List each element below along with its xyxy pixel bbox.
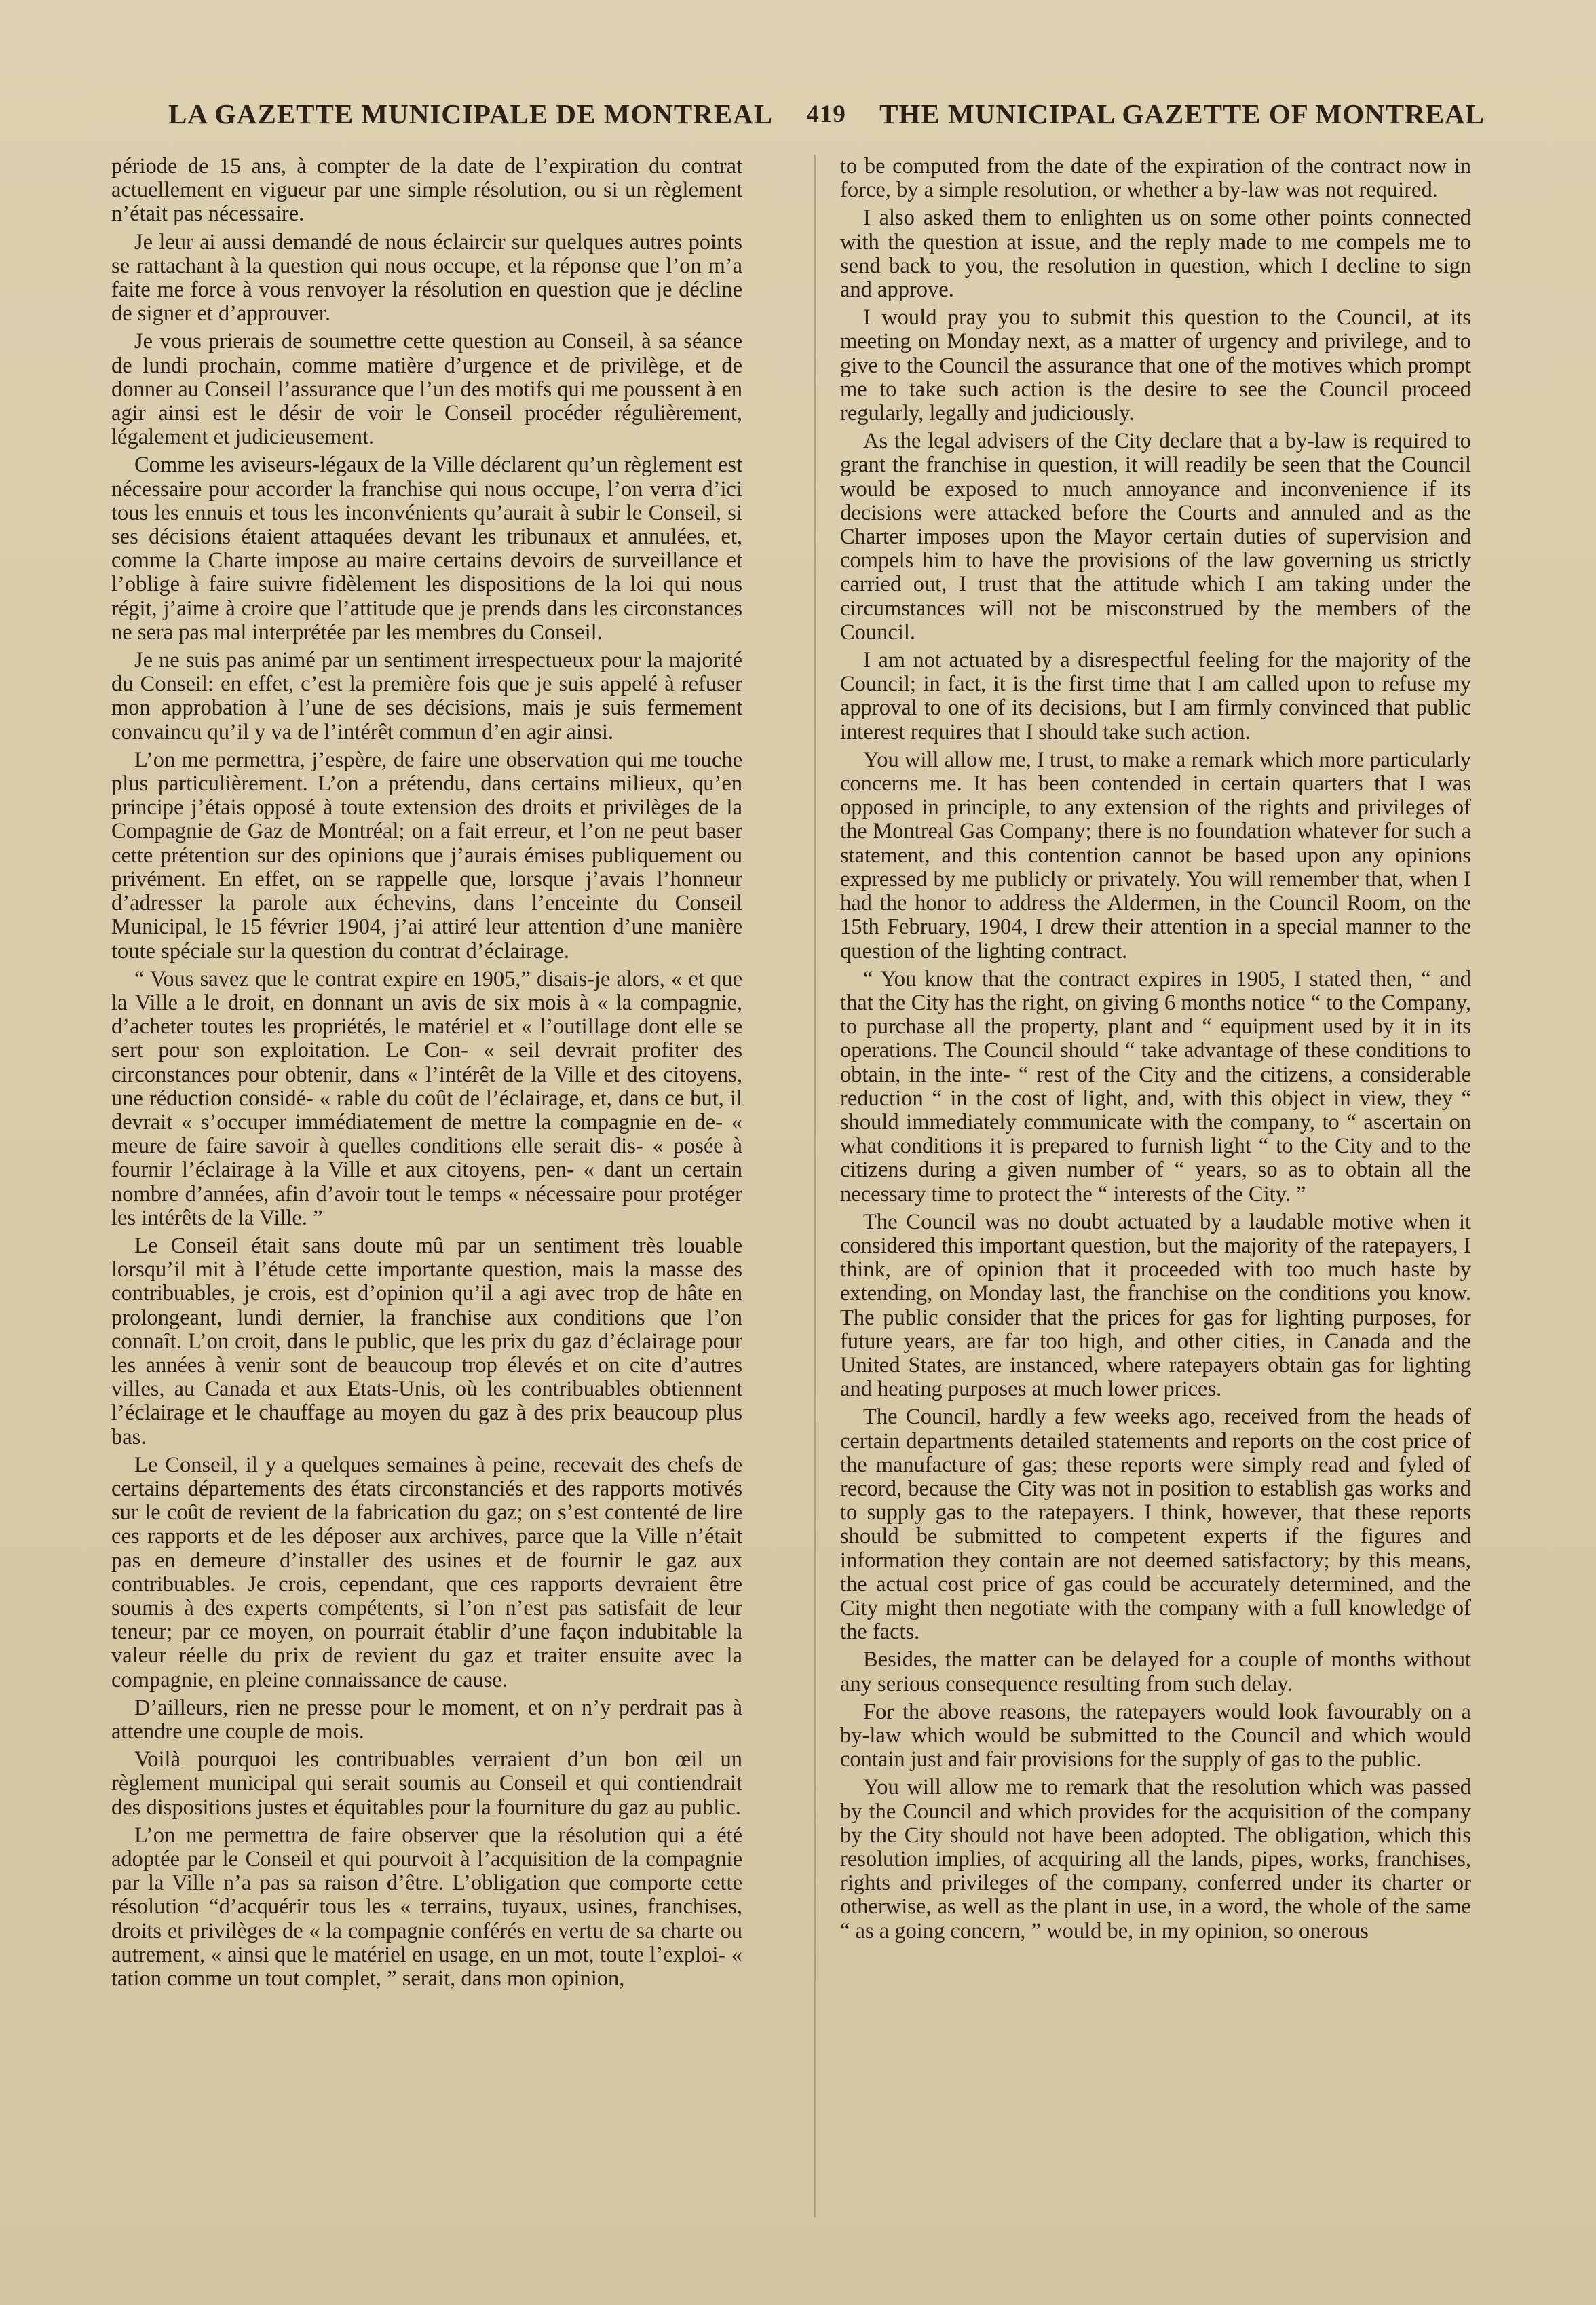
paragraph: As the legal advisers of the City declare that a by-law is required to grant the franchise in question, it will readily be seen that the Council would be exposed to much annoyance and inconvenience if its decisions were attacked before the Courts and annuled and as the Charter imposes upon the Mayor certain duties of supervision and compels him to have the provisions of the law governing us strictly carried out, I trust that the attitude which I am taking under the circumstances will not be misconstrued by the members of the Council. [840, 429, 1471, 645]
paragraph: D’ailleurs, rien ne presse pour le moment, et on n’y perdrait pas à attendre une couple de mois. [111, 1695, 742, 1744]
paragraph: Besides, the matter can be delayed for a couple of months without any serious consequence resulting from such delay. [840, 1647, 1471, 1696]
paragraph: Le Conseil, il y a quelques semaines à peine, recevait des chefs de certains départements des états circonstanciés et des rapports motivés sur le coût de revient de la fabrication du gaz; on s’est contenté de lire ces rapports et de les déposer aux archives, parce que la Ville n’était pas en demeure d’installer des usines et de fournir le gaz aux contribuables. Je crois, cependant, que ces rapports devraient être soumis à des experts compétents, si l’on n’est pas satisfait de leur teneur; par ce moyen, on pourrait établir d’une façon indubitable la valeur réelle du prix de revient du gaz et traiter ensuite avec la compagnie, en pleine connaissance de cause. [111, 1452, 742, 1692]
paragraph: Comme les aviseurs-légaux de la Ville déclarent qu’un règlement est nécessaire pour accorder la franchise qui nous occupe, l’on verra d’ici tous les ennuis et tous les inconvénients qu’aurait à subir le Conseil, si ses décisions étaient attaquées devant les tribunaux et annulées, et, comme la Charte impose au maire certains devoirs de surveillance et l’oblige à faire suivre fidèlement les dispositions de la loi qui nous régit, j’aime à croire que l’attitude que je prends dans les circonstances ne sera pas mal interprétée par les membres du Conseil. [111, 453, 742, 645]
paragraph: période de 15 ans, à compter de la date de l’expiration du contrat actuellement en vigueur par une simple résolution, ou si un règlement n’était pas nécessaire. [111, 154, 742, 227]
header-title-french: LA GAZETTE MUNICIPALE DE MONTREAL [168, 98, 774, 130]
page-header [168, 94, 1485, 134]
paragraph: L’on me permettra, j’espère, de faire une observation qui me touche plus particulièrement. L’on a prétendu, dans certains milieux, qu’en principe j’étais opposé à toute extension des droits et privilèges de la Compagnie de Gaz de Montréal; on a fait erreur, et l’on ne peut baser cette prétention sur des opinions que j’aurais émises publiquement ou privément. En effet, on se rappelle que, lorsque j’avais l’honneur d’adresser la parole aux échevins, dans l’enceinte du Conseil Municipal, le 15 février 1904, j’ai attiré leur attention d’une manière toute spéciale sur la question du contrat d’éclairage. [111, 747, 742, 964]
column-divider [814, 155, 816, 2217]
paragraph: I would pray you to submit this question to the Council, at its meeting on Monday next, as a matter of urgency and privilege, and to give to the Council the assurance that one of the motives which prompt me to take such action is the desire to see the Council proceed regularly, legally and judiciously. [840, 305, 1471, 426]
paragraph: I also asked them to enlighten us on some other points connected with the question at issue, and the reply made to me compels me to send back to you, the resolution in question, which I decline to sign and approve. [840, 206, 1471, 303]
english-column [840, 155, 1471, 1947]
page-number: 419 [806, 100, 846, 128]
paragraph: You will allow me to remark that the resolution which was passed by the Council and which provides for the acquisition of the company by the City should not have been adopted. The obligation, which this resolution implies, of acquiring all the lands, pipes, works, franchises, rights and privileges of the company, conferred under its charter or otherwise, as well as the plant in use, in a word, the whole of the same “ as a going concern, ” would be, in my opinion, so onerous [840, 1775, 1471, 1943]
quoted-paragraph: “ Vous savez que le contrat expire en 1905,” disais-je alors, « et que la Ville a le droit, en donnant un avis de six mois à « la compagnie, d’acheter toutes les propriétés, le matériel et « l’outillage dont elle se sert pour son exploitation. Le Con- « seil devrait profiter des circonstances pour obtenir, dans « l’intérêt de la Ville et des citoyens, une réduction considé- « rable du coût de l’éclairage, et, dans ce but, il devrait « s’occuper immédiatement de mettre la compagnie en de- « meure de faire savoir à quelles conditions elle serait dis- « posée à fournir l’éclairage à la Ville et aux citoyens, pen- « dant un certain nombre d’années, afin d’avoir tout le temps « nécessaire pour protéger les intérêts de la Ville. ” [111, 966, 742, 1230]
paragraph: You will allow me, I trust, to make a remark which more particularly concerns me. It has been contended in certain quarters that I was opposed in principle, to any extension of the rights and privileges of the Montreal Gas Company; there is no foundation whatever for such a statement, and this contention cannot be based upon any opinions expressed by me publicly or privately. You will remember that, when I had the honor to address the Aldermen, in the Council Room, on the 15th February, 1904, I drew their attention in a special manner to the question of the lighting contract. [840, 747, 1471, 964]
paragraph: Je vous prierais de soumettre cette question au Conseil, à sa séance de lundi prochain, comme matière d’urgence et de privilège, et de donner au Conseil l’assurance que l’un des motifs qui me poussent à en agir ainsi est le désir de voir le Conseil procéder régulièrement, légalement et judicieusement. [111, 329, 742, 450]
paragraph: Voilà pourquoi les contribuables verraient d’un bon œil un règlement municipal qui serait soumis au Conseil et qui contiendrait des dispositions justes et équitables pour la fourniture du gaz au public. [111, 1747, 742, 1820]
paragraph: L’on me permettra de faire observer que la résolution qui a été adoptée par le Conseil et qui pourvoit à l’acquisition de la compagnie par la Ville n’a pas sa raison d’être. L’obligation que comporte cette résolution “d’acquérir tous les « terrains, tuyaux, usines, franchises, droits et privilèges de « la compagnie conférés en vertu de sa charte ou autrement, « ainsi que le matériel en usage, en un mot, toute l’exploi- « tation comme un tout complet, ” serait, dans mon opinion, [111, 1823, 742, 1992]
paragraph: The Council, hardly a few weeks ago, received from the heads of certain departments detailed statements and reports on the cost price of the manufacture of gas; these reports were simply read and fyled of record, because the City was not in position to establish gas works and to supply gas to the ratepayers. I think, however, that these reports should be submitted to competent experts if the figures and information they contain are not deemed satisfactory; by this means, the actual cost price of gas could be accurately determined, and the City might then negotiate with the company with a full knowledge of the facts. [840, 1405, 1471, 1645]
paragraph: Je leur ai aussi demandé de nous éclaircir sur quelques autres points se rattachant à la question qui nous occupe, et la réponse que l’on m’a faite me force à vous renvoyer la résolution en question que je décline de signer et d’approuver. [111, 229, 742, 326]
paragraph: For the above reasons, the ratepayers would look favourably on a by-law which would be submitted to the Council and which would contain just and fair provisions for the supply of gas to the public. [840, 1699, 1471, 1772]
french-column [111, 155, 742, 1995]
paragraph: to be computed from the date of the expiration of the contract now in force, by a simple resolution, or whether a by-law was not required. [840, 154, 1471, 203]
paragraph: I am not actuated by a disrespectful feeling for the majority of the Council; in fact, it is the first time that I am called upon to refuse my approval to one of its decisions, but I am firmly convinced that public interest requires that I should take such action. [840, 648, 1471, 744]
header-title-english: THE MUNICIPAL GAZETTE OF MONTREAL [879, 98, 1485, 130]
paragraph: The Council was no doubt actuated by a laudable motive when it considered this important question, but the majority of the ratepayers, I think, are of opinion that it proceeded with too much haste by extending, on Monday last, the franchise on the conditions you know. The public consider that the prices for gas for lighting purposes, for future years, are far too high, and other cities, in Canada and the United States, are instanced, where ratepayers obtain gas for lighting and heating purposes at much lower prices. [840, 1209, 1471, 1402]
paragraph: Le Conseil était sans doute mû par un sentiment très louable lorsqu’il mit à l’étude cette importante question, mais la masse des contribuables, je crois, est d’opinion qu’il a agi avec trop de hâte en prolongeant, lundi dernier, la franchise aux conditions que l’on connaît. L’on croit, dans le public, que les prix du gaz d’éclairage pour les années à venir sont de beaucoup trop élevés et on cite d’autres villes, au Canada et aux Etats-Unis, où les contribuables obtiennent l’éclairage et le chauffage au moyen du gaz à des prix beaucoup plus bas. [111, 1233, 742, 1449]
quoted-paragraph: “ You know that the contract expires in 1905, I stated then, “ and that the City has the right, on giving 6 months notice “ to the Company, to purchase all the property, plant and “ equipment used by it in its operations. The Council should “ take advantage of these conditions to obtain, in the inte- “ rest of the City and the citizens, a considerable reduction “ in the cost of light, and, with this object in view, they “ should immediately communicate with the company, to “ ascertain on what conditions it is prepared to furnish light “ to the City and to the citizens during a given number of “ years, so as to obtain all the necessary time to protect the “ interests of the City. ” [840, 966, 1471, 1206]
paragraph: Je ne suis pas animé par un sentiment irrespectueux pour la majorité du Conseil: en effet, c’est la première fois que je suis appelé à refuser mon approbation à l’une de ses décisions, mais je suis fermement convaincu qu’il y va de l’intérêt commun d’en agir ainsi. [111, 648, 742, 744]
